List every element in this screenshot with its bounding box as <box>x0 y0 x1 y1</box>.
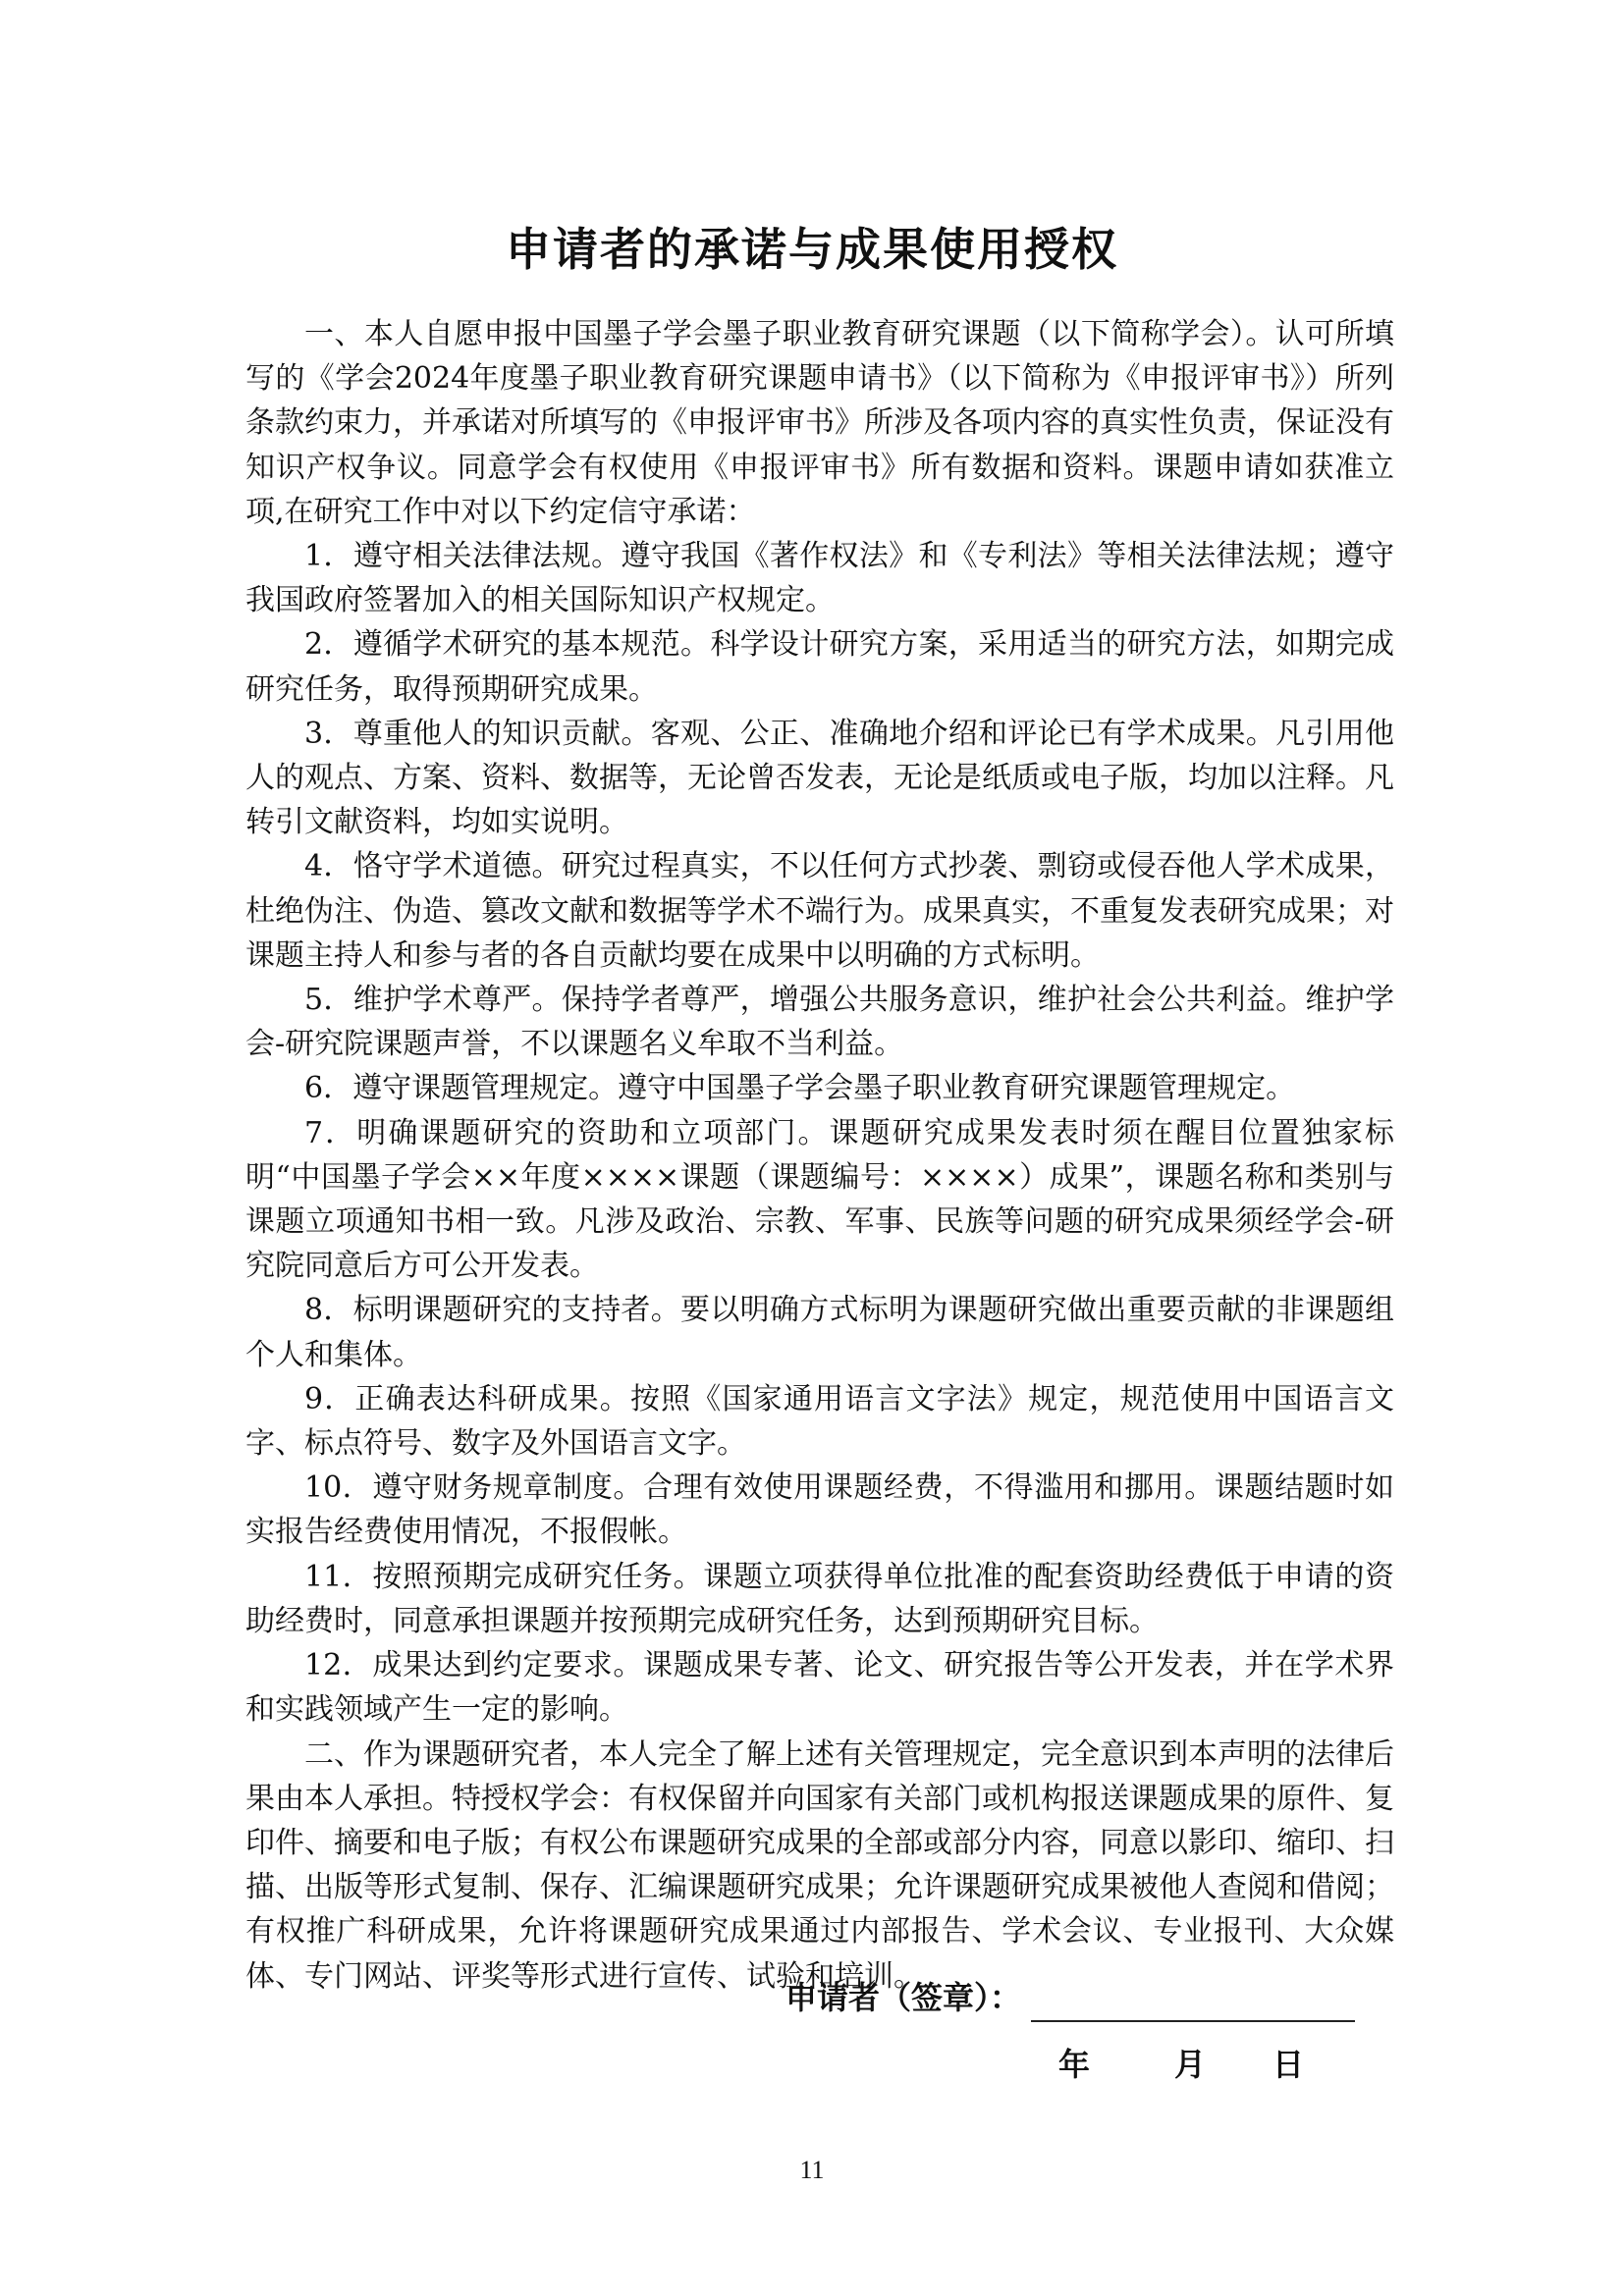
page-number: 11 <box>799 2156 825 2184</box>
paragraph-item-3: 3．尊重他人的知识贡献。客观、公正、准确地介绍和评论已有学术成果。凡引用他人的观点、方案、资料、数据等，无论曾否发表，无论是纸质或电子版，均加以注释。凡转引文献资料，均如实说明。 <box>245 716 1394 840</box>
date-year-label: 年 <box>1058 2046 1091 2083</box>
paragraph-item-5: 5．维护学术尊严。保持学者尊严，增强公共服务意识，维护社会公共利益。维护学会-研究院课题声誉，不以课题名义牟取不当利益。 <box>245 983 1394 1062</box>
document-title: 申请者的承诺与成果使用授权 <box>506 223 1118 276</box>
date-month-label: 月 <box>1174 2046 1207 2083</box>
paragraph-item-6: 6．遵守课题管理规定。遵守中国墨子学会墨子职业教育研究课题管理规定。 <box>304 1071 1296 1106</box>
paragraph-item-7: 7．明确课题研究的资助和立项部门。课题研究成果发表时须在醒目位置独家标明“中国墨子学会××年度××××课题（课题编号：××××）成果”，课题名称和类别与课题立项通知书相一致。凡涉及政治、宗教、军事、民族等问题的研究成果须经学会-研究院同意后方可公开发表。 <box>245 1115 1394 1284</box>
paragraph-authorization: 二、作为课题研究者，本人完全了解上述有关管理规定，完全意识到本声明的法律后果由本人承担。特授权学会：有权保留并向国家有关部门或机构报送课题成果的原件、复印件、摘要和电子版；有权公布课题研究成果的全部或部分内容，同意以影印、缩印、扫描、出版等形式复制、保存、汇编课题研究成果；允许课题研究成果被他人查阅和借阅；有权推广科研成果，允许将课题研究成果通过内部报告、学术会议、专业报刊、大众媒体、专门网站、评奖等形式进行宣传、试验和培训。 <box>245 1736 1394 1994</box>
signature-row <box>785 1973 1394 2022</box>
signature-label: 申请者（签章）： <box>785 1979 1022 2016</box>
paragraph-item-8: 8．标明课题研究的支持者。要以明确方式标明为课题研究做出重要贡献的非课题组个人和集体。 <box>245 1293 1394 1372</box>
paragraph-item-4: 4．恪守学术道德。研究过程真实，不以任何方式抄袭、剽窃或侵吞他人学术成果，杜绝伪注、伪造、篡改文献和数据等学术不端行为。成果真实，不重复发表研究成果；对课题主持人和参与者的各自贡献均要在成果中以明确的方式标明。 <box>245 849 1394 973</box>
paragraph-item-10: 10．遵守财务规章制度。合理有效使用课题经费，不得滥用和挪用。课题结题时如实报告经费使用情况，不报假帐。 <box>245 1470 1394 1550</box>
paragraph-item-11: 11．按照预期完成研究任务。课题立项获得单位批准的配套资助经费低于申请的资助经费时，同意承担课题并按预期完成研究任务，达到预期研究目标。 <box>245 1559 1394 1638</box>
signature-line[interactable] <box>1031 1983 1355 2022</box>
document-body <box>245 312 1394 1999</box>
paragraph-item-2: 2．遵循学术研究的基本规范。科学设计研究方案，采用适当的研究方法，如期完成研究任务，取得预期研究成果。 <box>245 627 1394 707</box>
paragraph-intro: 一、本人自愿申报中国墨子学会墨子职业教育研究课题（以下简称学会）。认可所填写的《学会2024年度墨子职业教育研究课题申请书》（以下简称为《申报评审书》）所列条款约束力，并承诺对所填写的《申报评审书》所涉及各项内容的真实性负责，保证没有知识产权争议。同意学会有权使用《申报评审书》所有数据和资料。课题申请如获准立项,在研究工作中对以下约定信守承诺： <box>245 317 1394 529</box>
paragraph-item-12: 12．成果达到约定要求。课题成果专著、论文、研究报告等公开发表，并在学术界和实践领域产生一定的影响。 <box>245 1648 1394 1728</box>
paragraph-item-1: 1．遵守相关法律法规。遵守我国《著作权法》和《专利法》等相关法律法规；遵守我国政府签署加入的相关国际知识产权规定。 <box>245 539 1394 618</box>
paragraph-item-9: 9．正确表达科研成果。按照《国家通用语言文字法》规定，规范使用中国语言文字、标点符号、数字及外国语言文字。 <box>245 1381 1394 1462</box>
date-day-label: 日 <box>1272 2046 1305 2083</box>
